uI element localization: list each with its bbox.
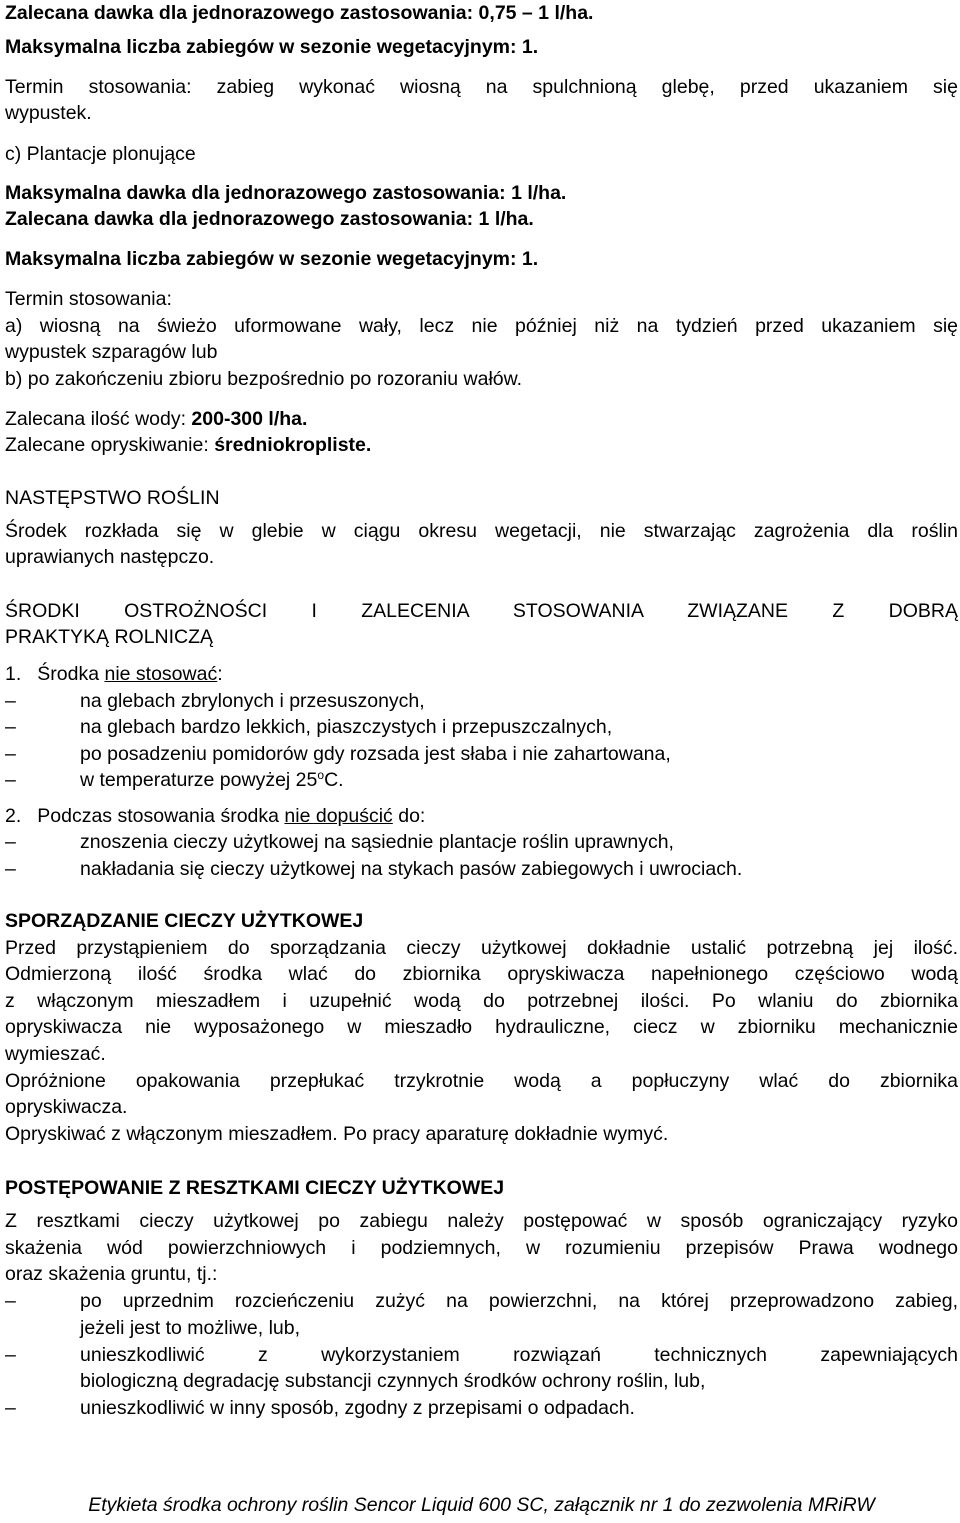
text-line: wymieszać.: [5, 1043, 106, 1065]
text-line: Odmierzoną ilość środka wlać do zbiornika opryskiwacza napełnionego częściowo wodą: [5, 963, 958, 985]
text-line: Maksymalna liczba zabiegów w sezonie wegetacyjnym: 1.: [5, 36, 539, 58]
text-line: Zalecana ilość wody: 200-300 l/ha.: [5, 408, 308, 430]
section-heading: ŚRODKI OSTROŻNOŚCI I ZALECENIA STOSOWANIA ZWIĄZANE Z DOBRĄ: [5, 600, 958, 622]
text-line: Termin stosowania: zabieg wykonać wiosną na spulchnioną glebę, przed ukazaniem się: [5, 76, 958, 98]
text-line: Opryskiwać z włączonym mieszadłem. Po pracy aparaturę dokładnie wymyć.: [5, 1123, 669, 1145]
text-line: z włączonym mieszadłem i uzupełnić wodą do potrzebnej ilości. Po wlaniu do zbiornika: [5, 990, 958, 1012]
section-heading: NASTĘPSTWO ROŚLIN: [5, 487, 220, 509]
text-line: Zalecane opryskiwanie: średniokropliste.: [5, 434, 372, 456]
text-line: Opróżnione opakowania przepłukać trzykrotnie wodą a popłuczyny wlać do zbiornika: [5, 1070, 958, 1092]
page-footer: Etykieta środka ochrony roślin Sencor Liquid 600 SC, załącznik nr 1 do zezwolenia MRiRW: [88, 1494, 875, 1516]
text-line: Maksymalna dawka dla jednorazowego zastosowania: 1 l/ha.: [5, 182, 567, 204]
subsection-title: c) Plantacje plonujące: [5, 143, 196, 165]
text-line: wypustek.: [5, 102, 92, 124]
text-line: uprawianych następczo.: [5, 546, 215, 568]
text-line: wypustek szparagów lub: [5, 341, 218, 363]
section-heading: POSTĘPOWANIE Z RESZTKAMI CIECZY UŻYTKOWEJ: [5, 1177, 505, 1199]
text-line: Środek rozkłada się w glebie w ciągu okresu wegetacji, nie stwarzając zagrożenia dla roślin: [5, 520, 958, 542]
section-heading: PRAKTYKĄ ROLNICZĄ: [5, 626, 214, 648]
list-item: 2. Podczas stosowania środka nie dopuścić do:: [5, 805, 426, 827]
text-line: a) wiosną na świeżo uformowane wały, lecz nie później niż na tydzień przed ukazaniem się: [5, 315, 958, 337]
text-line: Zalecana dawka dla jednorazowego zastosowania: 0,75 – 1 l/ha.: [5, 2, 594, 24]
text-line: Z resztkami cieczy użytkowej po zabiegu należy postępować w sposób ograniczający ryzyko: [5, 1210, 958, 1232]
text-line: oraz skażenia gruntu, tj.:: [5, 1263, 218, 1285]
text-line: opryskiwacza nie wyposażonego w mieszadło hydrauliczne, ciecz w zbiorniku mechanicznie: [5, 1016, 958, 1038]
text-line: opryskiwacza.: [5, 1096, 128, 1118]
section-heading: SPORZĄDZANIE CIECZY UŻYTKOWEJ: [5, 910, 364, 932]
text-line: b) po zakończeniu zbioru bezpośrednio po rozoraniu wałów.: [5, 368, 523, 390]
text-line: skażenia wód powierzchniowych i podziemnych, w rozumieniu przepisów Prawa wodnego: [5, 1237, 958, 1259]
list-item: 1. Środka nie stosować:: [5, 663, 223, 685]
text-line: Termin stosowania:: [5, 288, 172, 310]
text-line: Maksymalna liczba zabiegów w sezonie wegetacyjnym: 1.: [5, 248, 539, 270]
text-line: Przed przystąpieniem do sporządzania cieczy użytkowej dokładnie ustalić potrzebną jej ilość.: [5, 937, 958, 959]
text-line: Zalecana dawka dla jednorazowego zastosowania: 1 l/ha.: [5, 208, 534, 230]
